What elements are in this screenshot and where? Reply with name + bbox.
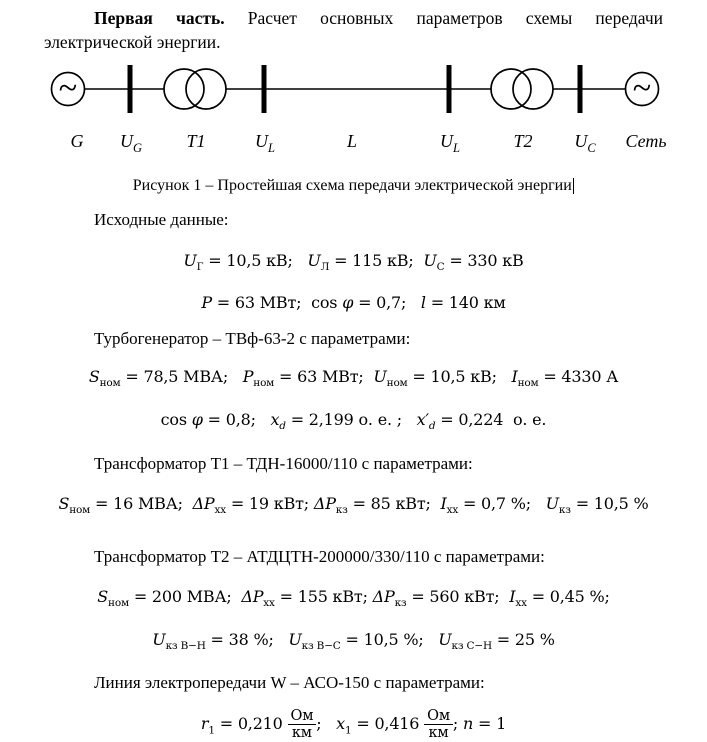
transformer-t1-coil-right-icon (186, 69, 226, 109)
formula-gen-params-1: $S_{ном} = 78,5$ МВА; $P_{ном} = 63$ МВт; $U_{ном} = 10,5$ кВ; $I_{ном} = 4330$ А (88, 367, 619, 390)
heading-line-1 (44, 6, 663, 30)
label-ug: $U_G$ (119, 131, 143, 155)
figure-caption (0, 176, 707, 196)
text-cursor (573, 178, 575, 194)
formula-line-params: $r_1 = 0,210$ $\frac{Ом}{км}$ ; $x_1 = 0,416$ $\frac{Ом}{км}$ ; n = 1 (200, 708, 507, 742)
transformer-t1-coil-left-icon (164, 69, 204, 109)
section-turbogenerator: Турбогенератор – ТВф-63-2 с параметрами: (94, 329, 411, 349)
ac-wave-icon: ~ (632, 70, 652, 107)
label-t2: T2 (513, 131, 533, 151)
label-ul-left: $U_L$ (255, 131, 275, 155)
label-line: L (346, 131, 358, 151)
heading-bold: Первая часть. (94, 8, 225, 28)
figure-caption-text: Рисунок 1 – Простейшая схема передачи электрической энергии (132, 177, 572, 194)
formula-t2-params-2: $U_{кз В-Н} = 38$ %; $U_{кз В-С} = 10,5$ %; $U_{кз С-Н} = 25$ % (152, 629, 555, 653)
formula-power: P = 63 МВт; cos φ = 0,7; l = 140 км (201, 293, 506, 313)
ac-wave-icon: ~ (58, 70, 78, 107)
label-ul-right: $U_L$ (440, 131, 460, 155)
circuit-diagram (0, 54, 707, 156)
label-t1: T1 (186, 131, 206, 151)
heading-rest: Расчет основных параметров схемы передачи (224, 8, 663, 28)
section-transformer-t2: Трансформатор Т2 – АТДЦТН-200000/330/110 с параметрами: (94, 546, 545, 566)
label-network: Сеть (625, 131, 667, 151)
section-initial-data: Исходные данные: (94, 210, 229, 229)
transformer-t2-coil-left-icon (491, 69, 531, 109)
transformer-t2-coil-right-icon (513, 69, 553, 109)
heading-paragraph (44, 6, 663, 54)
section-power-line: Линия электропередачи W – АСО-150 с параметрами: (94, 673, 485, 693)
label-uc: $U_C$ (574, 131, 596, 155)
label-generator: G (70, 131, 84, 151)
heading-line-2: электрической энергии. (44, 32, 221, 52)
section-transformer-t1: Трансформатор Т1 – ТДН-16000/110 с параметрами: (94, 453, 473, 473)
formula-t1-params: $S_{ном} = 16$ МВА; $\Delta P_{хх} = 19$ кВт; $\Delta P_{кз} = 85$ кВт; $I_{хх} = 0,7$ %; $U_{кз} = 10,5$ % (58, 493, 649, 516)
formula-voltages: $U_Г = 10,5$ кВ; $U_Л = 115$ кВ; $U_С = 330$ кВ (183, 251, 524, 274)
formula-gen-params-2: cos φ = 0,8; $x_d = 2,199$ о. е. ; $x'_d = 0,224$ о. е. (160, 410, 547, 433)
formula-t2-params-1: $S_{ном} = 200$ МВА; $\Delta P_{хх} = 155$ кВт; $\Delta P_{кз} = 560$ кВт; $I_{хх} = 0,45$ %; (97, 586, 610, 609)
